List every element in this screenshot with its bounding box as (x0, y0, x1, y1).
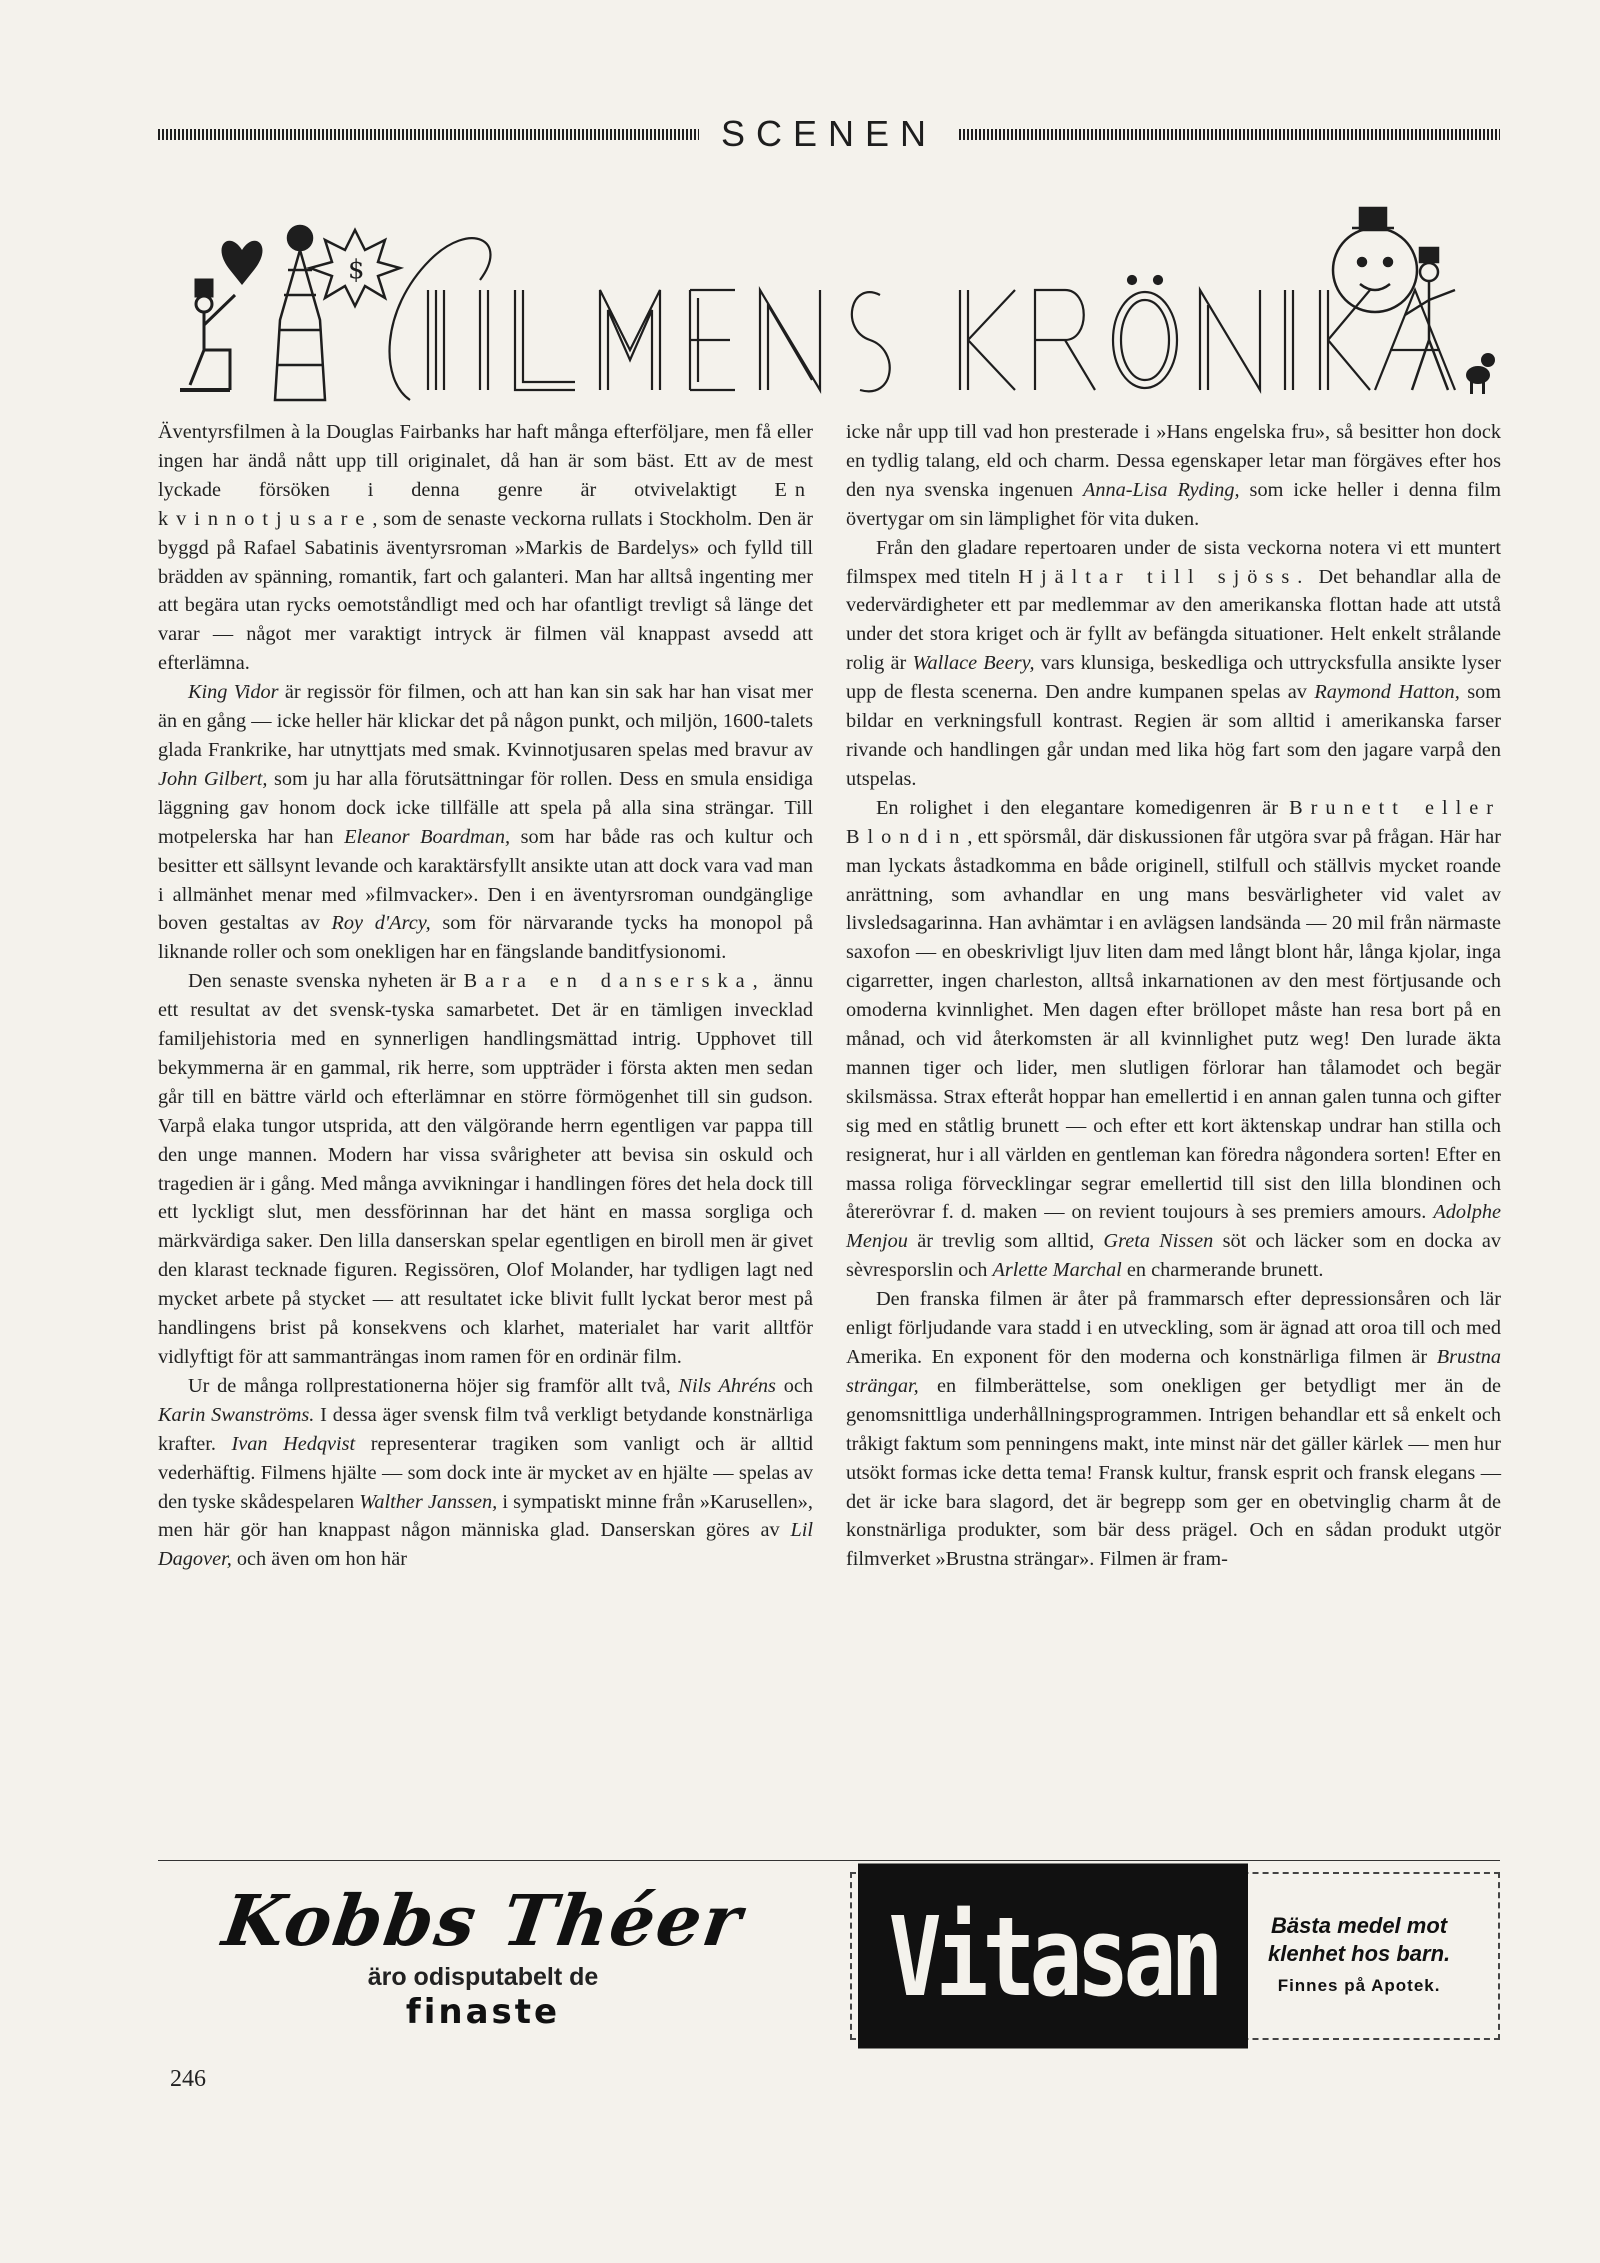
kobbs-advertisement (158, 1874, 808, 2044)
money-burst-icon (310, 230, 400, 306)
person-name: Adolphe Menjou (846, 1201, 1501, 1253)
person-name: King Vidor (188, 681, 279, 704)
running-head-title: SCENEN (720, 113, 938, 154)
kobbs-tagline-bold: finaste (405, 1992, 561, 2032)
section-banner (180, 200, 1500, 410)
paragraph: En rolighet i den elegantare komedigenren är Brunett eller Blondin, ett spörsmål, där diskussionen får utgöra svar på frågan. Här har man lyckats åstadkomma en både originell, stilfull och ställvis mycket roande anrättning, som avhandlar en ung mans besvärligheter vid valet av livsledsagarinna. Han avhämtar i en avlägsen landsända — 20 mil från närmaste saxofon — en obeskrivligt ljuv liten dam med långt blont hår, långa kjolar, inga cigarretter, ingen charleston, alltså inkarnationen av den mest förtjusande och omoderna kvinnlighet. Men dagen efter bröllopet måste han resa bort på en månad, och vid återkomsten är all kvinnlighet putz weg! Den lurade äkta mannen tiger och lider, men slutligen förlorar han tålamodet och begär skilsmässa. Strax efteråt hoppar han emellertid i en annan galen tunna och gifter sig med en ståtlig brunett — och efter ett kort äktenskap undrar han stilla och resignerat, hur i all världen en gentleman kan föredra någondera sorten! Efter en massa roliga förvecklingar segrar emellertid till sist den lilla blondinen och återerövrar f. d. maken — on revient toujours à ses premiers amours. Adolphe Menjou är trevlig som alltid, Greta Nissen söt och läcker som en docka av sèvresporslin och Arlette Marchal en charmerande brunett. (846, 796, 1502, 1282)
person-name: John Gilbert, (158, 767, 268, 790)
paragraph: icke når upp till vad hon presterade i »Hans engelska fru», så besitter hon dock en tydlig talang, eld och charm. Dessa egenskaper letar man förgäves efter hos den nya svenska ingenuen Anna-Lisa Ryding, som icke heller i denna film övertygar om sin lämplighet för vita duken. (846, 421, 1501, 530)
film-title: Brunett eller Blondin (846, 796, 1501, 848)
person-name: Roy d'Arcy, (331, 912, 431, 935)
film-title: Bara en danserska, (463, 970, 766, 993)
hatch-rule-left (158, 129, 699, 140)
kobbs-tagline: äro odisputabelt de (367, 1963, 599, 1991)
vitasan-copy (1268, 1912, 1450, 2000)
vitasan-line: klenhet hos barn. (1268, 1941, 1451, 1966)
film-title: Brustna strängar, (846, 1346, 1501, 1397)
person-name: Wallace Beery, (912, 652, 1035, 675)
film-title: En kvinnotjusare (158, 478, 813, 530)
small-dog-icon (1466, 353, 1495, 394)
article-column-right (846, 418, 1501, 1574)
heart-icon (222, 241, 263, 285)
vitasan-line: Finnes på Apotek. (1277, 1976, 1441, 1995)
person-name: Greta Nissen (1103, 1230, 1214, 1253)
kobbs-brand: Kobbs Théer (217, 1879, 749, 1962)
hatch-rule-right (959, 129, 1500, 140)
moon-face-icon (1333, 208, 1417, 312)
person-name: Eleanor Boardman, (344, 825, 511, 848)
vitasan-line: Bästa medel mot (1271, 1913, 1448, 1938)
woman-figure-icon (275, 226, 325, 400)
person-name: Walther Janssen, (359, 1490, 498, 1513)
ad-divider (158, 1860, 1500, 1861)
running-head (158, 112, 1500, 156)
paragraph: Ur de många rollprestationerna höjer sig framför allt två, Nils Ahréns och Karin Swanströms. I dessa äger svensk film två verkligt betydande konstnärliga krafter. Ivan Hedqvist representerar tragiken som vanligt och är alltid vederhäftig. Filmens hjälte — som dock inte är mycket av en hjälte — spelas av den tyske skådespelaren Walther Janssen, i sympatiskt minne från »Karusellen», men här gör han knappast någon människa glad. Danserskan göres av Lil Dagover, och även om hon här (158, 1374, 814, 1571)
kneeling-man-icon (180, 280, 235, 390)
vitasan-logo: Vitasan (858, 1864, 1248, 2049)
page-number: 246 (170, 2066, 206, 2092)
film-title: Hjältar till sjöss. (1018, 565, 1311, 588)
banner-lettering-kronika (960, 276, 1455, 390)
person-name: Ivan Hedqvist (231, 1432, 356, 1455)
person-name: Anna-Lisa Ryding, (1082, 478, 1240, 501)
person-name: Lil Dagover, (158, 1519, 813, 1571)
svg-text:$: $ (348, 255, 365, 285)
paragraph: Äventyrsfilmen à la Douglas Fairbanks har haft många efterföljare, men få eller ingen har ändå nått upp till originalet, då han är som bäst. Ett av de mest lyckade försöken i denna genre är otvivelaktigt En kvinnotjusare, som de senaste veckorna rullats i Stockholm. Den är byggd på Rafael Sabatinis äventyrsroman »Markis de Bardelys» och fylld till brädden av spänning, romantik, fart och galanteri. Man har alltså ingenting mer att begära utan rycks oemotståndligt med och har ofantligt trevligt så länge det varar — något mer varaktigt intryck är filmen väl knappast avsedd att efterlämna. (158, 421, 813, 675)
article-column-left (158, 418, 813, 1574)
person-name: Nils Ahréns (678, 1374, 776, 1397)
paragraph: Den senaste svenska nyheten är Bara en danserska, ännu ett resultat av det svensk-tyska samarbetet. Det är en tämligen invecklad familjehistoria med en synnerligen handlingsmättad intrig. Upphovet till bekymmerna är en gammal, rik herre, som uppträder i första akten men sedan går till en bättre värld och efterlämnar en större förmögenhet till sin gudson. Varpå elaka tungor utsprida, att den välgörande herrn egentligen var pappa till den unge mannen. Modern har vissa svårigheter att bevisa sin oskuld och tragedien är i gång. Med många avvikningar i handlingen föres det hela dock till ett lyckligt slut, men dessförinnan har det hänt en massa sorgliga och märkvärdiga saker. Den lilla danserskan spelar egentligen en biroll men är givet den klarast tecknade figuren. Regissören, Olof Molander, har tydligen lagt ned mycket arbete på stycket — att resultatet icke blivit fullt lyckat beror mest på handlingens brist på konsekvens och klarhet, materialet har varit alltför vidlyftigt för att sammanträngas inom ramen för en ordinär film. (158, 970, 813, 1368)
person-name: Karin Swanströms. (158, 1403, 315, 1426)
paragraph: King Vidor är regissör för filmen, och att han kan sin sak har han visat mer än en gång — icke heller här klickar det på någon punkt, och miljön, 1600-talets glada Frankrike, har utnyttjats med smak. Kvinnotjusaren spelas med bravur av John Gilbert, som ju har alla förutsättningar för rollen. Dess en smula ensidiga läggning gav honom dock icke tillfälle att spela på alla sina strängar. Till motpelerska har han Eleanor Boardman, som har både ras och kultur och besitter ett sällsynt levande och karaktärsfyllt ansikte utan att dock vara vad man i allmänhet menar med »filmvacker». Den i en äventyrsroman oundgänglige boven gestaltas av Roy d'Arcy, som för närvarande tycks ha monopol på liknande roller och som onekligen har en fängslande banditfysionomi. (158, 681, 814, 964)
vitasan-advertisement (850, 1872, 1500, 2040)
paragraph: Den franska filmen är åter på frammarsch efter depressionsåren och lär enligt förljudande vara stadd i en utveckling, som är ägnad att oroa till och med Amerika. En exponent för den moderna och konstnärliga filmen är Brustna strängar, en filmberättelse, som onekligen ger betydligt mer än de genomsnittliga underhållningsprogrammen. Intrigen behandlar ett så enkelt och tråkigt faktum som penningens makt, inte minst när det gäller kärlek — men hur utsökt formas icke detta tema! Fransk kultur, fransk esprit och fransk elegans — det är icke bara slagord, det är begrepp som ger en obetvinglig charm åt de konstnärliga produkter, som bär dess prägel. Och en sådan produkt utgör filmverket »Brustna strängar». Filmen är fram- (846, 1288, 1501, 1571)
banner-illustration (180, 200, 1500, 410)
person-name: Raymond Hatton, (1314, 681, 1460, 704)
banner-lettering-filmens (390, 238, 890, 400)
person-name: Arlette Marchal (992, 1259, 1122, 1282)
paragraph: Från den gladare repertoaren under de sista veckorna notera vi ett muntert filmspex med titeln Hjältar till sjöss. Det behandlar alla de vedervärdigheter ett par medlemmar av den amerikanska flottan hade att utstå under det stora kriget och är fyllt av befängda situationer. Helt enkelt strålande rolig är Wallace Beery, vars klunsiga, beskedliga och uttrycksfulla ansikte lyser upp de flesta scenerna. Den andre kumpanen spelas av Raymond Hatton, som bildar en verkningsfull kontrast. Regien är som alltid i amerikanska farser rivande och handlingen går undan med lika hög fart som den jagare varpå den utspelas. (846, 536, 1502, 790)
